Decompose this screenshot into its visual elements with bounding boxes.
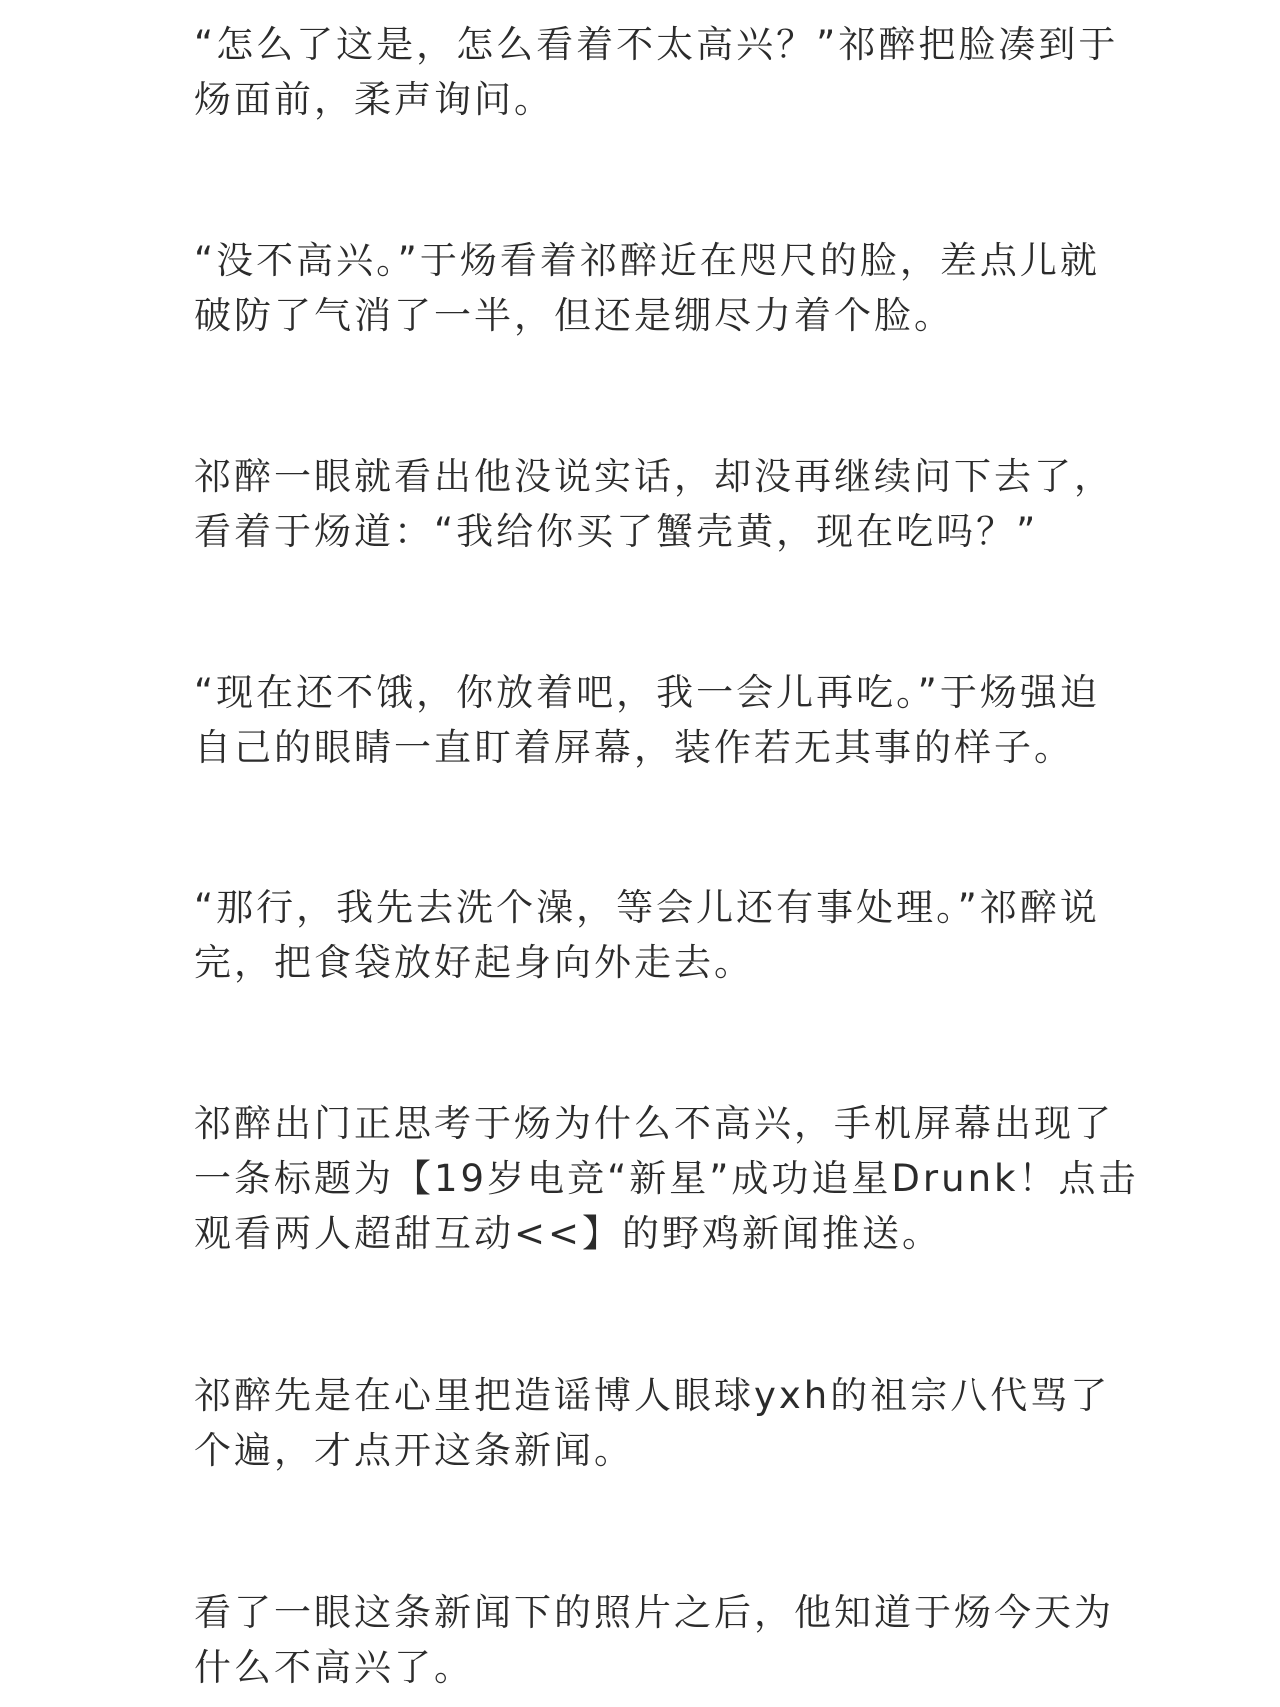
paragraph-4 — [194, 665, 1100, 775]
text-line: 看了一眼这条新闻下的照片之后，他知道于炀今天为 — [194, 1591, 1114, 1634]
text-line: 个遍，才点开这条新闻。 — [194, 1429, 634, 1472]
text-line: “没不高兴。”于炀看着祁醉近在咫尺的脸，差点儿就 — [194, 239, 1100, 282]
text-line: “怎么了这是，怎么看着不太高兴？”祁醉把脸凑到于 — [194, 23, 1119, 66]
paragraph-5 — [194, 880, 1100, 990]
text-line: 祁醉先是在心里把造谣博人眼球yxh的祖宗八代骂了 — [194, 1374, 1111, 1417]
text-line: 一条标题为【19岁电竞“新星”成功追星Drunk！点击 — [194, 1157, 1139, 1200]
paragraph-6 — [194, 1096, 1139, 1261]
text-line: 看着于炀道：“我给你买了蟹壳黄，现在吃吗？” — [194, 510, 1039, 553]
text-line: 观看两人超甜互动<<】的野鸡新闻推送。 — [194, 1212, 943, 1255]
text-line: 祁醉出门正思考于炀为什么不高兴，手机屏幕出现了 — [194, 1102, 1114, 1145]
text-line: 自己的眼睛一直盯着屏幕，装作若无其事的样子。 — [194, 726, 1074, 769]
text-line: 破防了气消了一半，但还是绷尽力着个脸。 — [194, 294, 954, 337]
text-line: 完，把食袋放好起身向外走去。 — [194, 941, 754, 984]
text-line: “现在还不饿，你放着吧，我一会儿再吃。”于炀强迫 — [194, 671, 1100, 714]
text-line: 什么不高兴了。 — [194, 1646, 474, 1689]
text-line: “那行，我先去洗个澡，等会儿还有事处理。”祁醉说 — [194, 886, 1100, 929]
paragraph-2 — [194, 233, 1100, 343]
paragraph-1 — [194, 17, 1119, 127]
text-line: 祁醉一眼就看出他没说实话，却没再继续问下去了， — [194, 455, 1114, 498]
paragraph-7 — [194, 1368, 1111, 1478]
paragraph-3 — [194, 449, 1114, 559]
paragraph-8 — [194, 1585, 1114, 1695]
text-line: 炀面前，柔声询问。 — [194, 78, 554, 121]
